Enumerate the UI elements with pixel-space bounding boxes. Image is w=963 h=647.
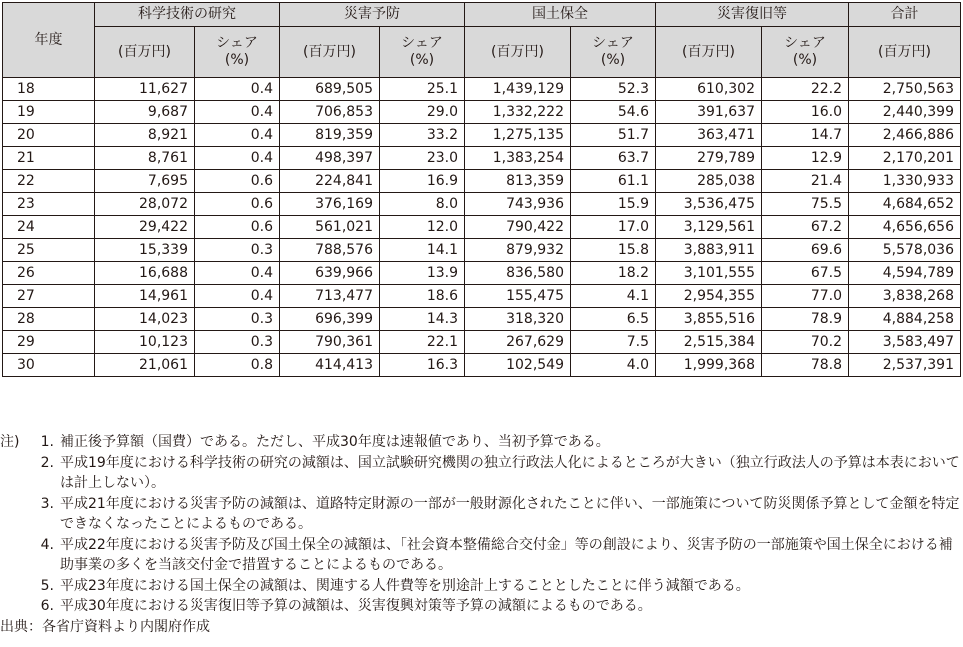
unit-header-million: (百万円) [280,27,380,78]
value-cell: 4,684,652 [849,193,961,216]
value-cell: 16,688 [95,262,195,285]
value-cell: 12.9 [762,147,849,170]
value-cell: 2,170,201 [849,147,961,170]
note-item [0,576,963,597]
value-cell: 18.6 [380,285,465,308]
year-cell: 23 [3,193,95,216]
value-cell: 813,359 [465,170,571,193]
value-cell: 75.5 [762,193,849,216]
year-cell: 26 [3,262,95,285]
value-cell: 54.6 [571,101,656,124]
value-cell: 78.8 [762,354,849,377]
table-row [3,239,961,262]
value-cell: 363,471 [656,124,762,147]
table-row [3,124,961,147]
value-cell: 0.4 [195,78,280,101]
note-number: 4. [40,536,54,553]
unit-header-million: (百万円) [849,27,961,78]
value-cell: 689,505 [280,78,380,101]
note-text: 平成23年度における国土保全の減額は、関連する人件費等を別途計上することとしたことに伴う減額である。 [60,577,750,594]
year-cell: 18 [3,78,95,101]
value-cell: 713,477 [280,285,380,308]
value-cell: 0.6 [195,193,280,216]
value-cell: 12.0 [380,216,465,239]
note-prefix [0,535,30,576]
value-cell: 8,921 [95,124,195,147]
note-prefix: 注) [0,434,20,450]
notes [0,432,963,637]
table-row [3,101,961,124]
unit-header-share: シェア (%) [195,27,280,78]
value-cell: 1,439,129 [465,78,571,101]
table-body [3,78,961,377]
value-cell: 561,021 [280,216,380,239]
value-cell: 8.0 [380,193,465,216]
unit-header-row [3,27,961,78]
source-line: 出典：各省庁資料より内閣府作成 [0,618,210,635]
year-cell: 28 [3,308,95,331]
table-row [3,354,961,377]
value-cell: 33.2 [380,124,465,147]
note-prefix [0,453,30,494]
value-cell: 16.3 [380,354,465,377]
note-text: 平成22年度における災害予防及び国土保全の減額は、「社会資本整備総合交付金」等の創設により、災害予防の一部施策や国土保全における補助事業の多くを当該交付金で措置することによるものである。 [60,536,953,573]
value-cell: 4.0 [571,354,656,377]
value-cell: 3,883,911 [656,239,762,262]
value-cell: 376,169 [280,193,380,216]
value-cell: 0.4 [195,262,280,285]
value-cell: 15.9 [571,193,656,216]
value-cell: 14,023 [95,308,195,331]
value-cell: 67.2 [762,216,849,239]
value-cell: 285,038 [656,170,762,193]
value-cell: 2,515,384 [656,331,762,354]
value-cell: 18.2 [571,262,656,285]
value-cell: 4,884,258 [849,308,961,331]
value-cell: 16.9 [380,170,465,193]
value-cell: 0.6 [195,170,280,193]
note-item [0,432,963,453]
note-item [0,494,963,535]
year-cell: 24 [3,216,95,239]
note-text: 補正後予算額（国費）である。ただし、平成30年度は速報値であり、当初予算である。 [60,434,610,450]
value-cell: 25.1 [380,78,465,101]
value-cell: 879,932 [465,239,571,262]
unit-header-million: (百万円) [656,27,762,78]
note-text: 平成30年度における災害復旧等予算の減額は、災害復興対策等予算の減額によるものである。 [60,598,652,614]
value-cell: 610,302 [656,78,762,101]
value-cell: 8,761 [95,147,195,170]
value-cell: 21.4 [762,170,849,193]
year-cell: 20 [3,124,95,147]
year-cell: 21 [3,147,95,170]
table-row [3,78,961,101]
year-cell: 29 [3,331,95,354]
value-cell: 224,841 [280,170,380,193]
note-number: 3. [40,495,54,512]
table-row [3,285,961,308]
year-cell: 30 [3,354,95,377]
year-header: 年度 [3,3,95,78]
value-cell: 0.3 [195,308,280,331]
value-cell: 788,576 [280,239,380,262]
unit-header-million: (百万円) [465,27,571,78]
note-item [0,596,963,617]
value-cell: 4,656,656 [849,216,961,239]
value-cell: 498,397 [280,147,380,170]
value-cell: 14.3 [380,308,465,331]
year-cell: 19 [3,101,95,124]
value-cell: 63.7 [571,147,656,170]
value-cell: 14.1 [380,239,465,262]
value-cell: 13.9 [380,262,465,285]
table-row [3,331,961,354]
value-cell: 6.5 [571,308,656,331]
value-cell: 267,629 [465,331,571,354]
value-cell: 3,101,555 [656,262,762,285]
value-cell: 17.0 [571,216,656,239]
value-cell: 1,999,368 [656,354,762,377]
value-cell: 78.9 [762,308,849,331]
table-row [3,193,961,216]
value-cell: 3,129,561 [656,216,762,239]
note-item [0,535,963,576]
year-cell: 25 [3,239,95,262]
value-cell: 2,440,399 [849,101,961,124]
value-cell: 1,275,135 [465,124,571,147]
year-cell: 22 [3,170,95,193]
note-prefix [0,576,30,597]
value-cell: 23.0 [380,147,465,170]
table-row [3,170,961,193]
value-cell: 696,399 [280,308,380,331]
value-cell: 77.0 [762,285,849,308]
value-cell: 3,583,497 [849,331,961,354]
value-cell: 279,789 [656,147,762,170]
value-cell: 1,332,222 [465,101,571,124]
value-cell: 102,549 [465,354,571,377]
value-cell: 0.3 [195,331,280,354]
value-cell: 318,320 [465,308,571,331]
value-cell: 51.7 [571,124,656,147]
value-cell: 3,536,475 [656,193,762,216]
value-cell: 4.1 [571,285,656,308]
value-cell: 67.5 [762,262,849,285]
value-cell: 0.8 [195,354,280,377]
group-header-land-conservation: 国土保全 [465,3,656,27]
value-cell: 22.1 [380,331,465,354]
value-cell: 29.0 [380,101,465,124]
value-cell: 9,687 [95,101,195,124]
table-row [3,147,961,170]
value-cell: 706,853 [280,101,380,124]
note-text: 平成19年度における科学技術の研究の減額は、国立試験研究機関の独立行政法人化によるところが大きい（独立行政法人の予算は本表においては計上しない）。 [60,454,960,491]
table-row [3,308,961,331]
year-cell: 27 [3,285,95,308]
group-header-science: 科学技術の研究 [95,3,280,27]
value-cell: 4,594,789 [849,262,961,285]
group-header-prevention: 災害予防 [280,3,465,27]
value-cell: 7,695 [95,170,195,193]
value-cell: 0.4 [195,124,280,147]
value-cell: 52.3 [571,78,656,101]
note-number: 2. [40,454,54,471]
value-cell: 2,954,355 [656,285,762,308]
value-cell: 2,537,391 [849,354,961,377]
value-cell: 790,422 [465,216,571,239]
table-row [3,262,961,285]
value-cell: 0.4 [195,101,280,124]
value-cell: 61.1 [571,170,656,193]
value-cell: 22.2 [762,78,849,101]
note-number: 6. [40,598,54,614]
note-prefix [0,596,30,617]
value-cell: 16.0 [762,101,849,124]
note-item [0,453,963,494]
value-cell: 0.4 [195,285,280,308]
value-cell: 21,061 [95,354,195,377]
unit-header-share: シェア (%) [380,27,465,78]
value-cell: 2,750,563 [849,78,961,101]
table-row [3,216,961,239]
value-cell: 15,339 [95,239,195,262]
value-cell: 3,838,268 [849,285,961,308]
value-cell: 10,123 [95,331,195,354]
value-cell: 155,475 [465,285,571,308]
note-number: 5. [40,577,54,594]
value-cell: 1,383,254 [465,147,571,170]
value-cell: 5,578,036 [849,239,961,262]
value-cell: 2,466,886 [849,124,961,147]
unit-header-share: シェア (%) [571,27,656,78]
value-cell: 3,855,516 [656,308,762,331]
note-text: 平成21年度における災害予防の減額は、道路特定財源の一部が一般財源化されたことに伴い、一部施策について防災関係予算として金額を特定できなくなったことによるものである。 [60,495,960,532]
value-cell: 14,961 [95,285,195,308]
value-cell: 0.3 [195,239,280,262]
value-cell: 69.6 [762,239,849,262]
value-cell: 70.2 [762,331,849,354]
value-cell: 1,330,933 [849,170,961,193]
value-cell: 743,936 [465,193,571,216]
unit-header-million: (百万円) [95,27,195,78]
value-cell: 11,627 [95,78,195,101]
value-cell: 15.8 [571,239,656,262]
budget-table [2,2,961,377]
value-cell: 28,072 [95,193,195,216]
note-number: 1. [40,434,54,450]
value-cell: 29,422 [95,216,195,239]
value-cell: 639,966 [280,262,380,285]
value-cell: 414,413 [280,354,380,377]
note-prefix [0,494,30,535]
unit-header-share: シェア (%) [762,27,849,78]
value-cell: 0.4 [195,147,280,170]
note-list [0,432,963,617]
value-cell: 836,580 [465,262,571,285]
value-cell: 391,637 [656,101,762,124]
value-cell: 14.7 [762,124,849,147]
group-header-total: 合計 [849,3,961,27]
value-cell: 0.6 [195,216,280,239]
value-cell: 790,361 [280,331,380,354]
value-cell: 819,359 [280,124,380,147]
value-cell: 7.5 [571,331,656,354]
group-header-recovery: 災害復旧等 [656,3,849,27]
